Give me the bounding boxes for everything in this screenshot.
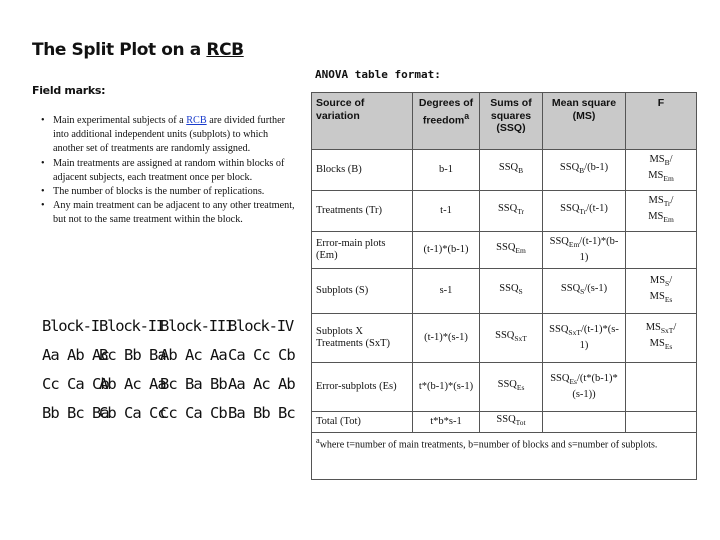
ss-cell: $SSQ_{SxT}$ [480, 314, 543, 363]
block-column [99, 312, 166, 428]
f-cell: $MS_B/$ $MS_{Em}$ [626, 150, 697, 191]
block-header: Block-I [42, 317, 99, 335]
block-row: Ba Bb Bc [228, 404, 295, 422]
df-cell: t*(b-1)*(s-1) [413, 363, 480, 412]
list-item: • The number of blocks is the number of replications. [40, 185, 300, 199]
block-row: Bb Bc Ba [42, 404, 109, 422]
header-ss: Sums of squares (SSQ) [480, 93, 543, 150]
ms-cell: $SSQ_B/(b-1)$ [543, 150, 626, 191]
block-header: Block-II [99, 317, 165, 335]
block-row: Aa Ac Ab [228, 375, 295, 393]
header-f: F [626, 93, 697, 150]
df-cell: t*b*s-1 [413, 412, 480, 433]
header-source: Source of variation [312, 93, 413, 150]
ss-cell: $SSQ_{Em}$ [480, 232, 543, 269]
header-df: Degrees of freedom$^a$ [413, 93, 480, 150]
table-row [312, 232, 697, 269]
list-item: • Main treatments are assigned at random within blocks of adjacent subjects, each treatment once per block. [40, 157, 300, 185]
f-cell [626, 363, 697, 412]
block-row: Ab Ac Aa [160, 346, 227, 364]
anova-format-label: ANOVA table format: [315, 68, 441, 81]
df-cell: (t-1)*(s-1) [413, 314, 480, 363]
source-cell: Subplots X Treatments (SxT) [312, 314, 413, 363]
table-header-row [312, 93, 697, 150]
list-item: • Main experimental subjects of a RCB are divided further into additional independent units (subplots) to which another set of treatments are randomly assigned. [40, 114, 300, 157]
block-row: Ab Ac Aa [99, 375, 166, 393]
block-row: Bc Bb Ba [99, 346, 166, 364]
source-cell: Error-main plots (Em) [312, 232, 413, 269]
block-row: Ca Cc Cb [228, 346, 295, 364]
table-row [312, 363, 697, 412]
ms-cell: $SSQ_{SxT}/(t-1)*(s-1)$ [543, 314, 626, 363]
block-header: Block-III [160, 317, 234, 335]
page-title-rcb: RCB [206, 40, 244, 60]
df-cell: t-1 [413, 191, 480, 232]
ms-cell: $SSQ_{Es}/(t*(b-1)*(s-1))$ [543, 363, 626, 412]
field-marks-heading: Field marks: [32, 84, 106, 97]
list-item: • Any main treatment can be adjacent to any other treatment, but not to the same treatment within the block. [40, 199, 300, 227]
table-footnote-row [312, 432, 697, 479]
ms-cell: $SSQ_{Em}/(t-1)*(b-1)$ [543, 232, 626, 269]
df-cell: b-1 [413, 150, 480, 191]
ss-cell: $SSQ_B$ [480, 150, 543, 191]
source-cell: Total (Tot) [312, 412, 413, 433]
ss-cell: $SSQ_S$ [480, 269, 543, 314]
f-cell: $MS_{SxT}/$ $MS_{Es}$ [626, 314, 697, 363]
df-cell: s-1 [413, 269, 480, 314]
f-cell: $MS_S/$ $MS_{Es}$ [626, 269, 697, 314]
page-title: The Split Plot on a RCB [32, 40, 244, 60]
ss-cell: $SSQ_{Tr}$ [480, 191, 543, 232]
block-row: Cb Ca Cc [99, 404, 166, 422]
rcb-link[interactable]: RCB [186, 115, 207, 126]
df-cell: (t-1)*(b-1) [413, 232, 480, 269]
ms-cell: $SSQ_{Tr}/(t-1)$ [543, 191, 626, 232]
block-row: Cc Ca Cb [160, 404, 227, 422]
header-ms: Mean square (MS) [543, 93, 626, 150]
anova-table [311, 92, 697, 480]
source-cell: Treatments (Tr) [312, 191, 413, 232]
table-row [312, 412, 697, 433]
table-footnote: $^a$where t=number of main treatments, b=number of blocks and s=number of subplots. [312, 432, 697, 479]
block-row: Aa Ab Ac [42, 346, 109, 364]
ss-cell: $SSQ_{Es}$ [480, 363, 543, 412]
block-column [160, 312, 233, 428]
field-marks-list [40, 114, 300, 228]
f-cell [626, 412, 697, 433]
ms-cell: $SSQ_S/(s-1)$ [543, 269, 626, 314]
table-row [312, 269, 697, 314]
block-row: Bc Ba Bb [160, 375, 227, 393]
table-row [312, 314, 697, 363]
source-cell: Error-subplots (Es) [312, 363, 413, 412]
source-cell: Subplots (S) [312, 269, 413, 314]
block-column [228, 312, 295, 428]
block-header: Block-IV [228, 317, 294, 335]
table-row [312, 150, 697, 191]
table-row [312, 191, 697, 232]
ss-cell: $SSQ_{Tot}$ [480, 412, 543, 433]
source-cell: Blocks (B) [312, 150, 413, 191]
block-row: Cc Ca Cb [42, 375, 109, 393]
f-cell [626, 232, 697, 269]
ms-cell [543, 412, 626, 433]
f-cell: $MS_{Tr}/$ $MS_{Em}$ [626, 191, 697, 232]
